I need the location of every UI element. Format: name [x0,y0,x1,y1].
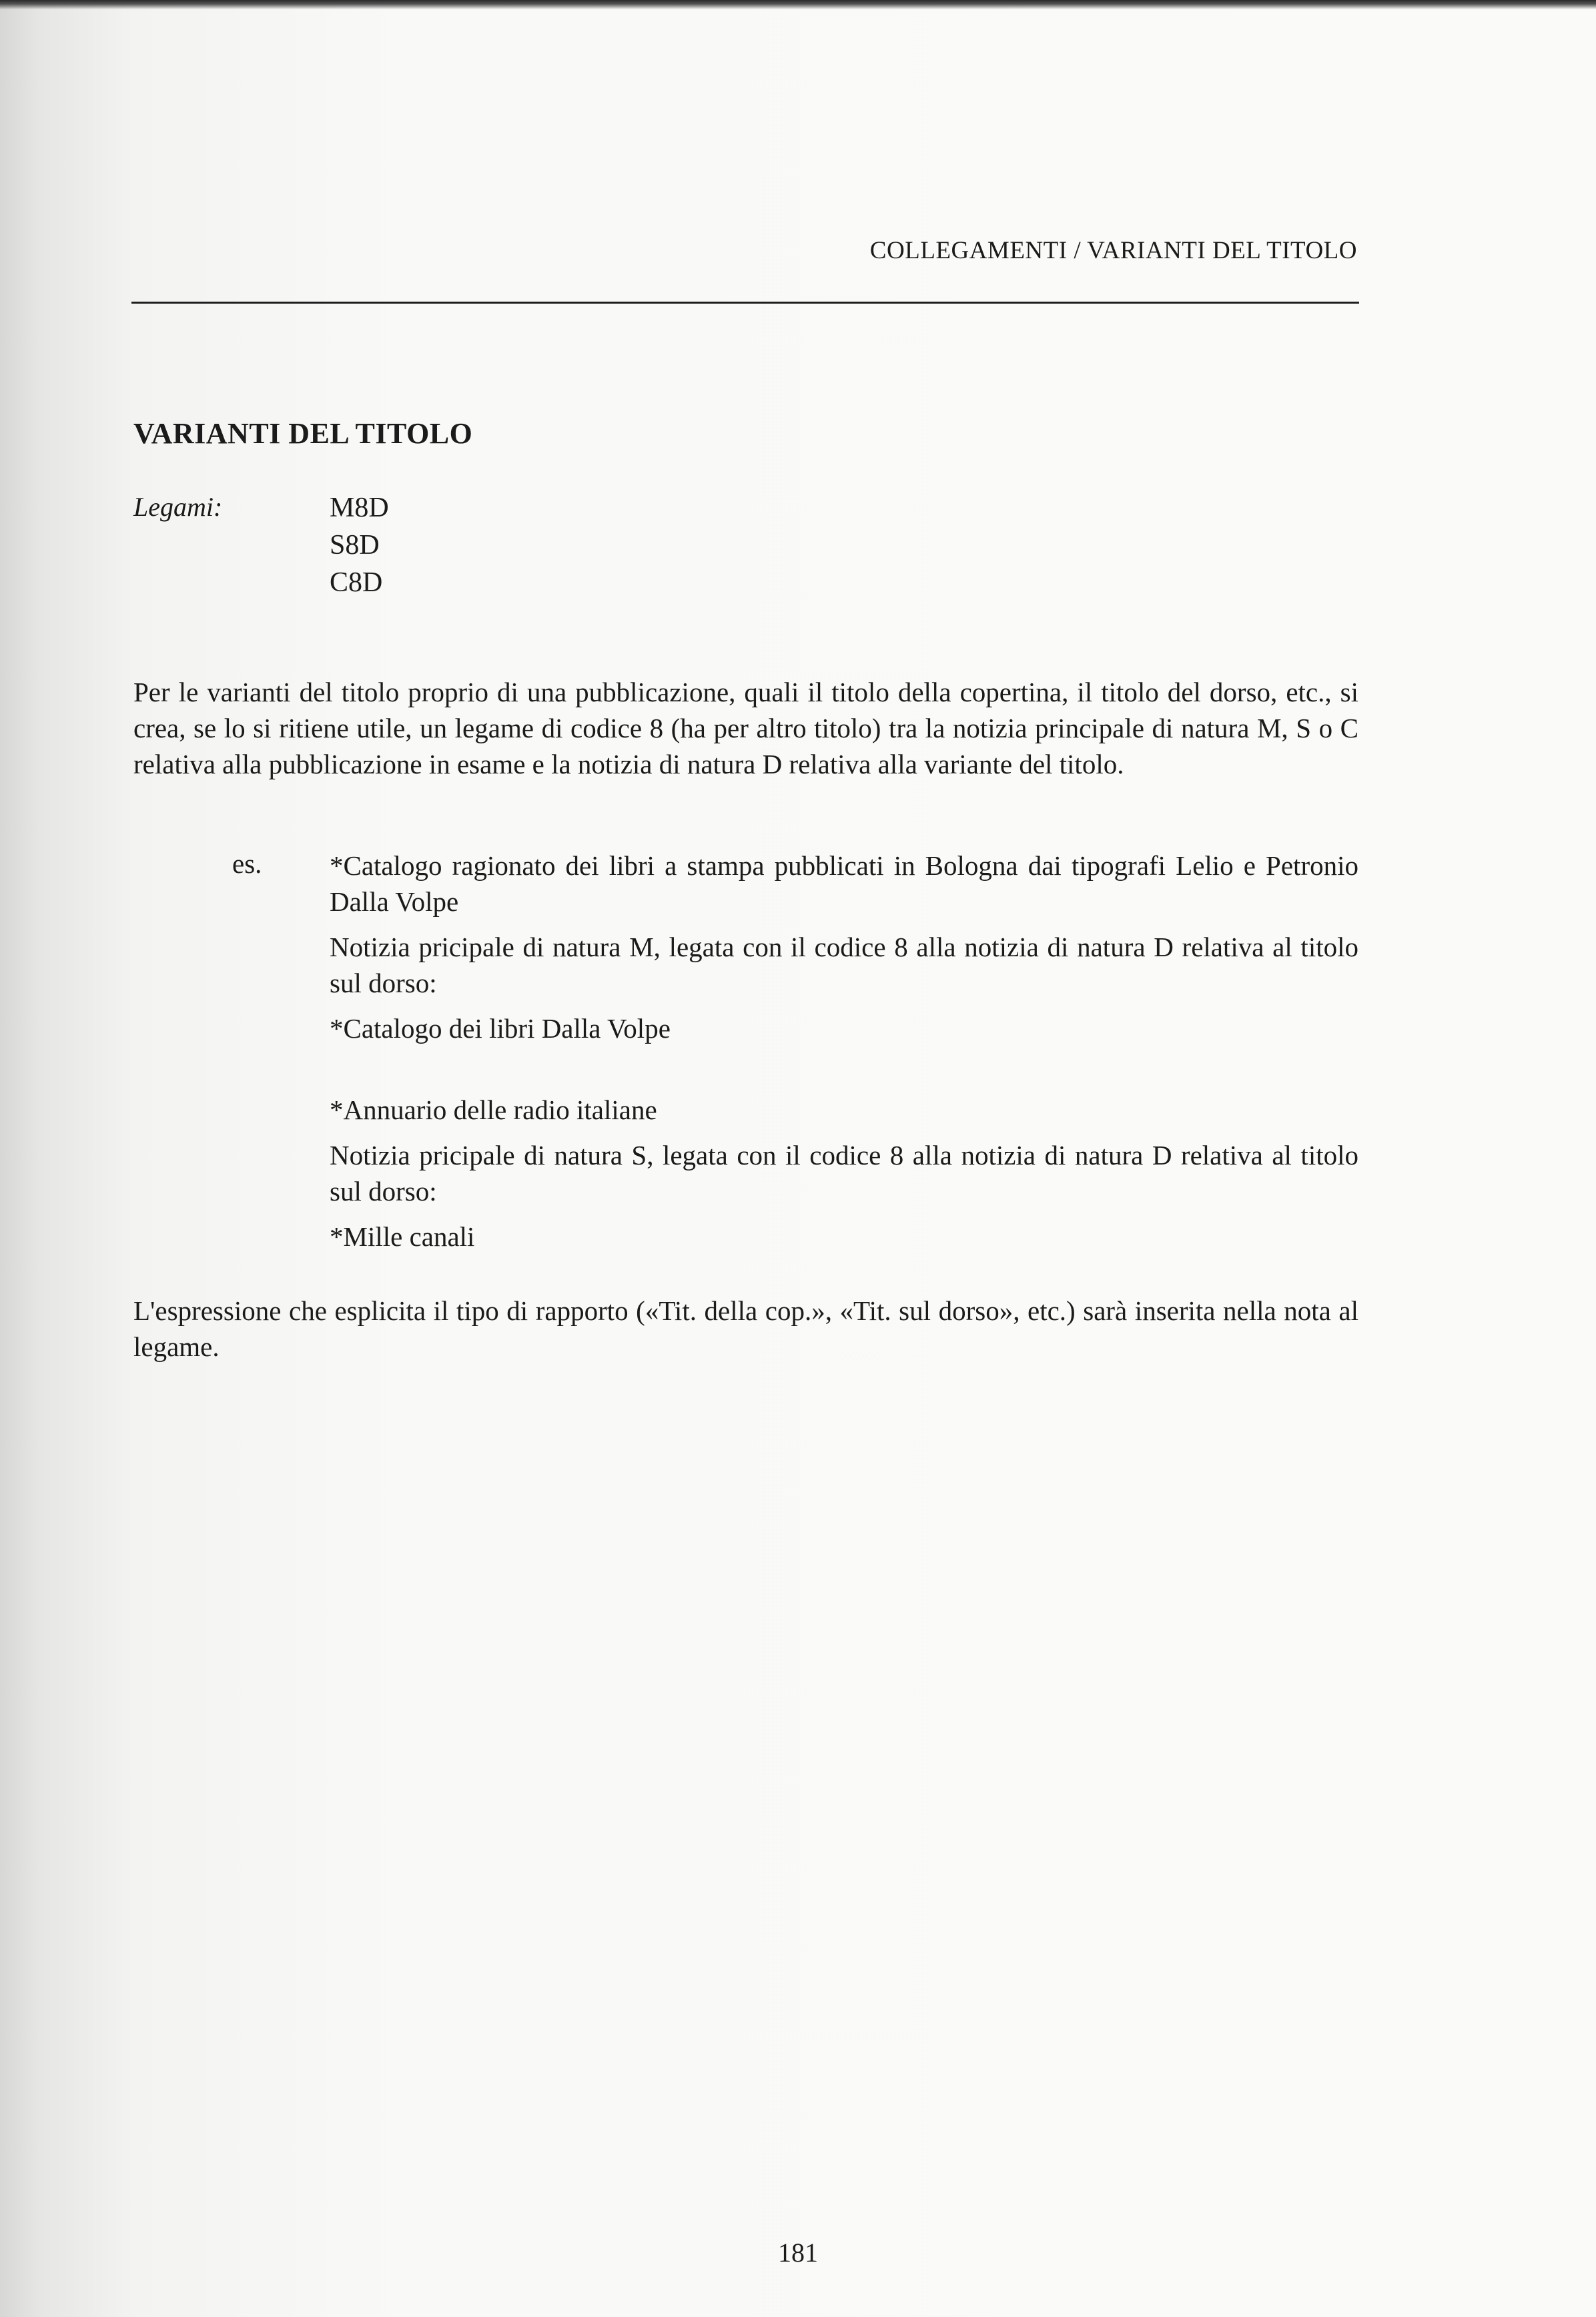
closing-paragraph: L'espressione che esplicita il tipo di rapporto («Tit. della cop.», «Tit. sul dorso», etc.) sarà inserita nella nota al legame. [133,1295,1358,1362]
section-title: VARIANTI DEL TITOLO [133,417,473,450]
example-variant: *Mille canali [330,1221,475,1252]
legami-code: C8D [330,567,383,598]
legami-codes-list [330,489,389,601]
example-note: Notizia pricipale di natura M, legata con il codice 8 alla notizia di natura D relativa al titolo sul dorso: [330,932,1358,998]
example-note: Notizia pricipale di natura S, legata con il codice 8 alla notizia di natura D relativa al titolo sul dorso: [330,1140,1358,1207]
legami-code: M8D [330,492,389,523]
header-rule [131,302,1359,304]
page-number: 181 [778,2238,818,2268]
intro-paragraph: Per le varianti del titolo proprio di una pubblicazione, quali il titolo della copertina, il titolo del dorso, etc., si crea, se lo si ritiene utile, un legame di codice 8 (ha per altro titolo) tra la notizia principale di natura M, S o C relativa alla pubblicazione in esame e la notizia di natura D relativa alla variante del titolo. [133,677,1358,779]
example-title: *Annuario delle radio italiane [330,1094,657,1125]
running-head: COLLEGAMENTI / VARIANTI DEL TITOLO [869,237,1357,264]
example-label: es. [232,848,262,879]
scan-top-edge [0,0,1596,9]
examples-block [330,848,1358,1264]
example-variant: *Catalogo dei libri Dalla Volpe [330,1013,671,1044]
example-title: *Catalogo ragionato dei libri a stampa pubblicati in Bologna dai tipografi Lelio e Petronio Dalla Volpe [330,850,1358,917]
legami-label: Legami: [133,492,223,522]
legami-code: S8D [330,530,380,561]
